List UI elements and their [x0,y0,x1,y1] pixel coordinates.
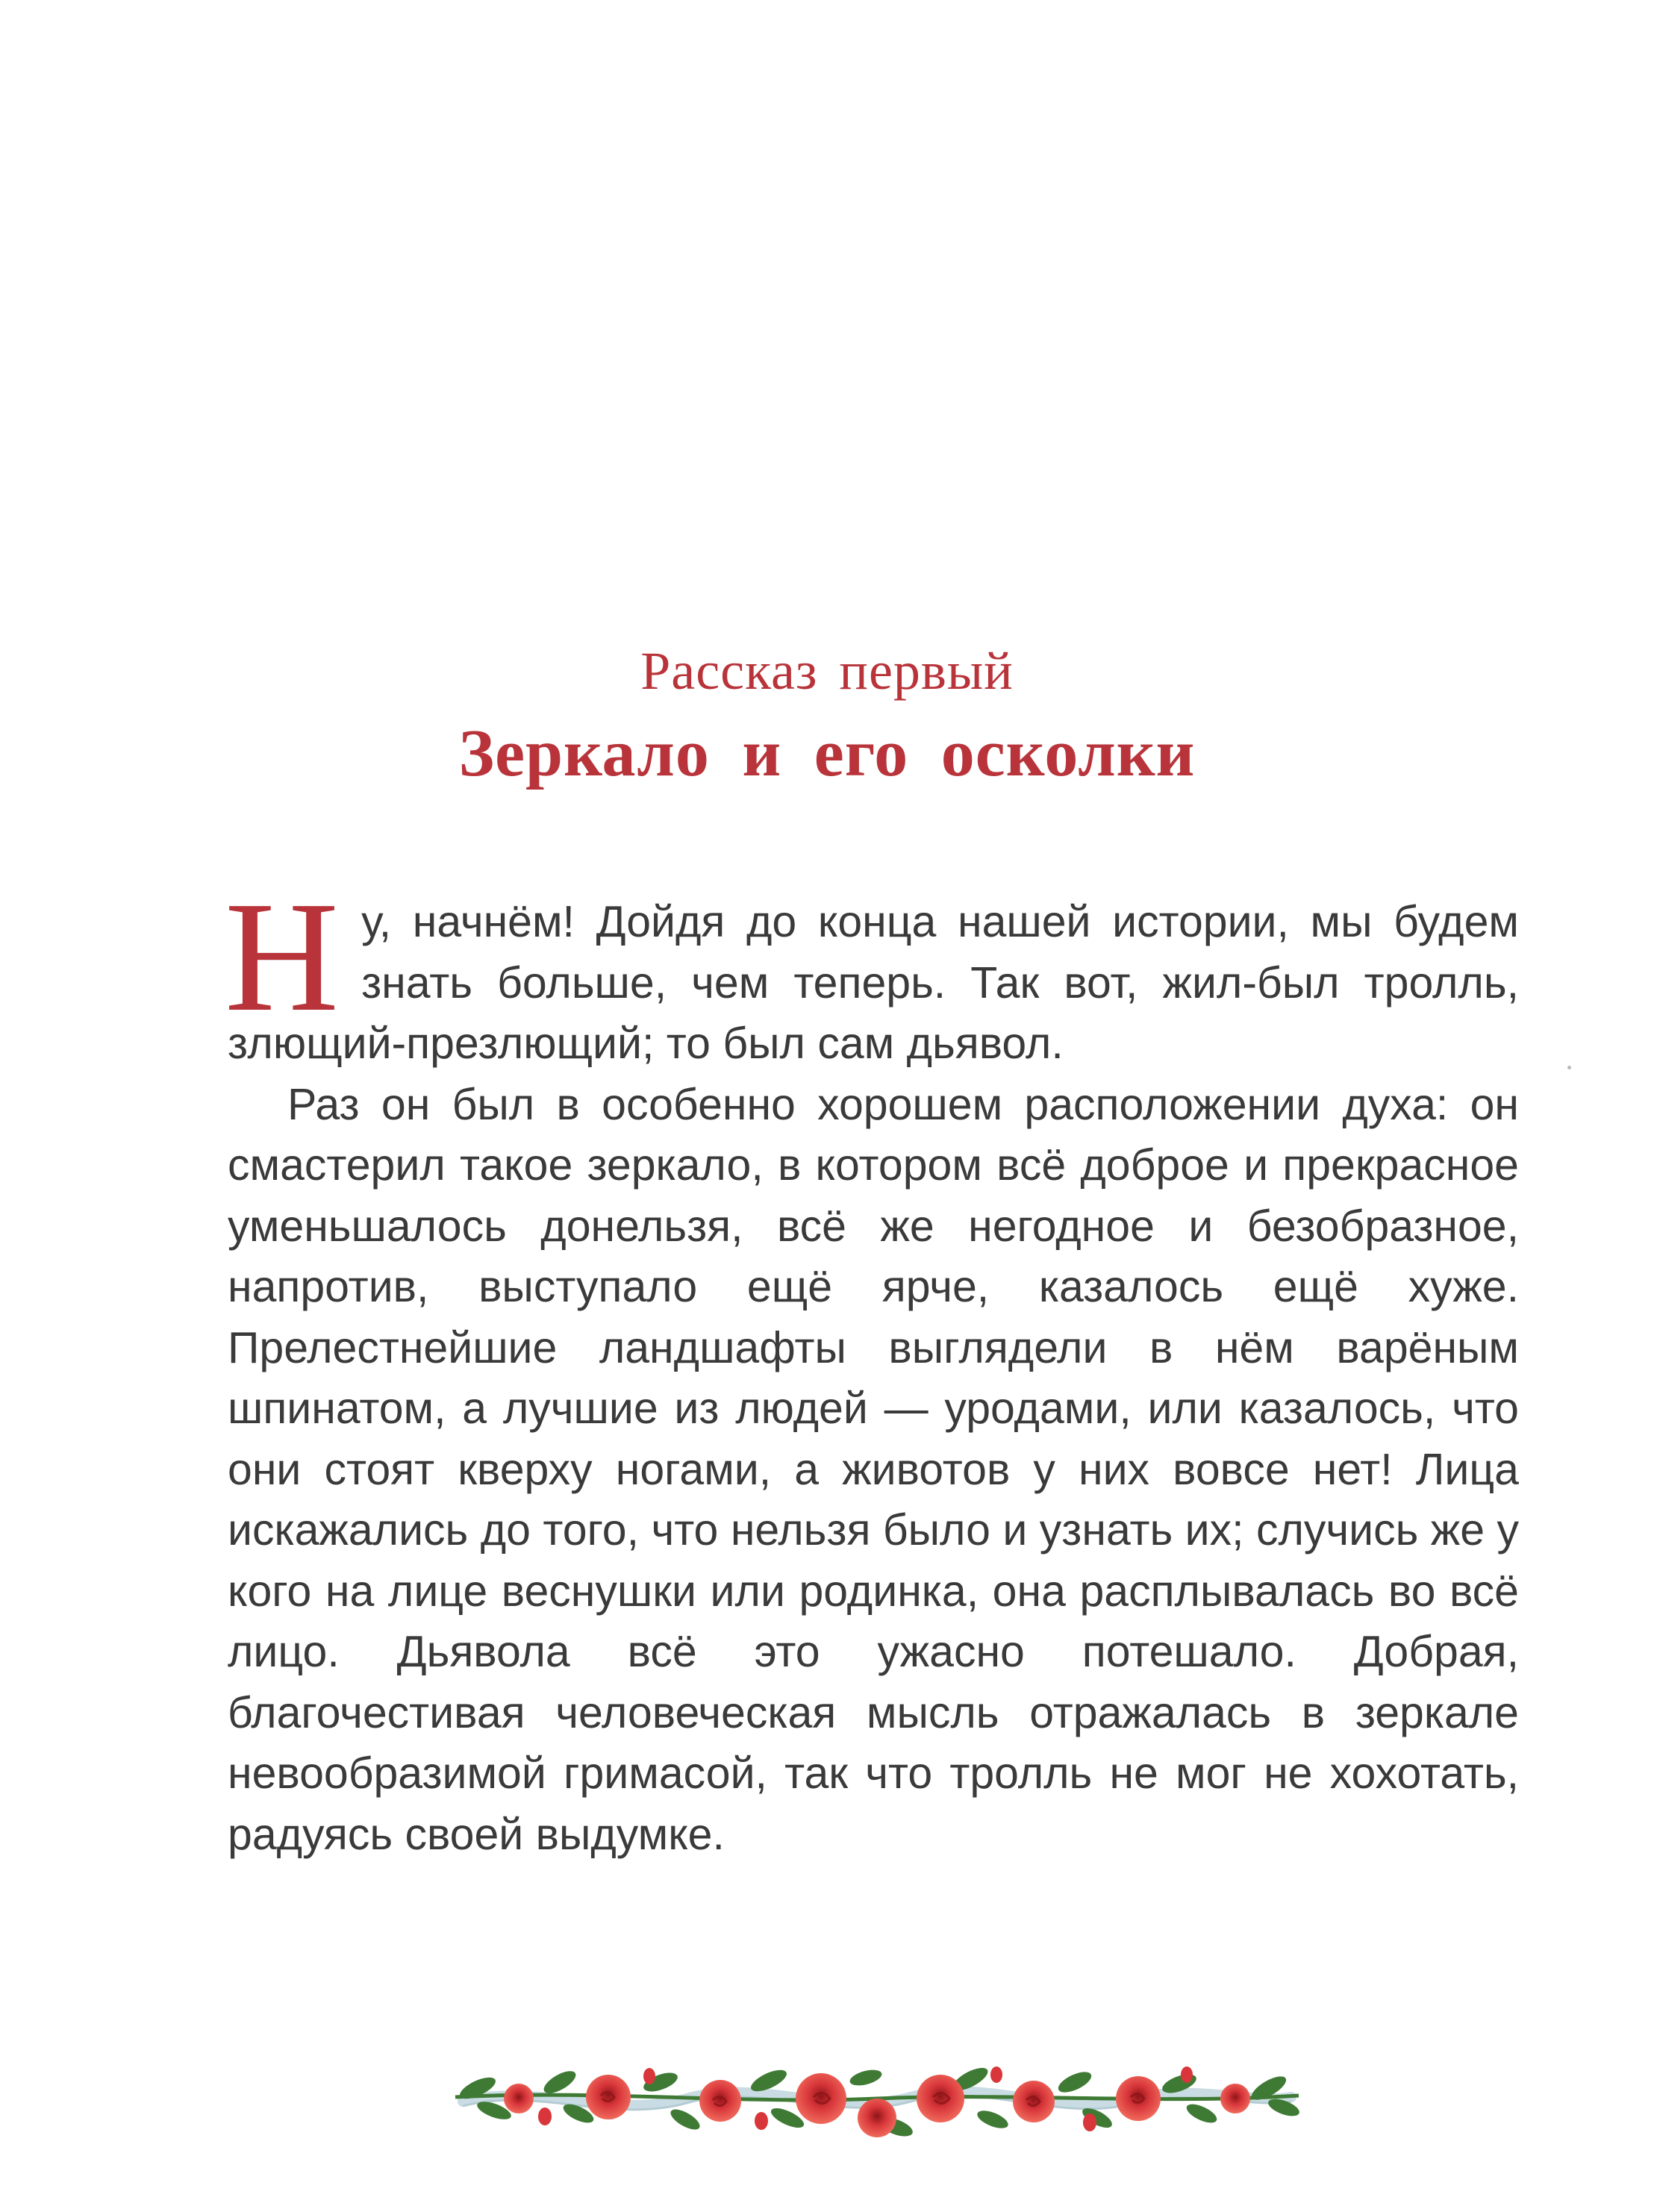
paragraph-2: Раз он был в особенно хорошем расположении духа: он смастерил такое зеркало, в котором всё доброе и прекрасное уменьшалось донельзя, всё же негодное и безобразное, напротив, выступало ещё ярче, казалось ещё хуже. Прелестнейшие ландшафты выглядели в нём варёным шпинатом, а лучшие из людей — уродами, или казалось, что они стоят кверху ногами, а животов у них вовсе нет! Лица искажались до того, что нельзя было и узнать их; случись же у кого на лице веснушки или родинка, она расплывалась во всё лицо. Дьявола всё это ужасно потешало. Добрая, благочестивая человеческая мысль отражалась в зеркале невообразимой гримасой, так что тролль не мог не хохотать, радуясь своей выдумке. [228,1079,1519,1859]
drop-cap: Н [225,869,340,1044]
chapter-title: Зеркало и его осколки [458,716,1196,790]
rose-garland-icon [448,2030,1306,2164]
paragraph-1-text: у, начнём! Дойдя до конца нашей истории, мы будем знать больше, чем теперь. Так вот, жил-был тролль, злющий-презлющий; то был сам дьявол. [228,897,1519,1068]
story-text [225,869,1519,1865]
paper-speck [1567,1066,1571,1069]
chapter-label: Рассказ первый [640,641,1014,701]
paragraph-1 [225,869,1519,1075]
